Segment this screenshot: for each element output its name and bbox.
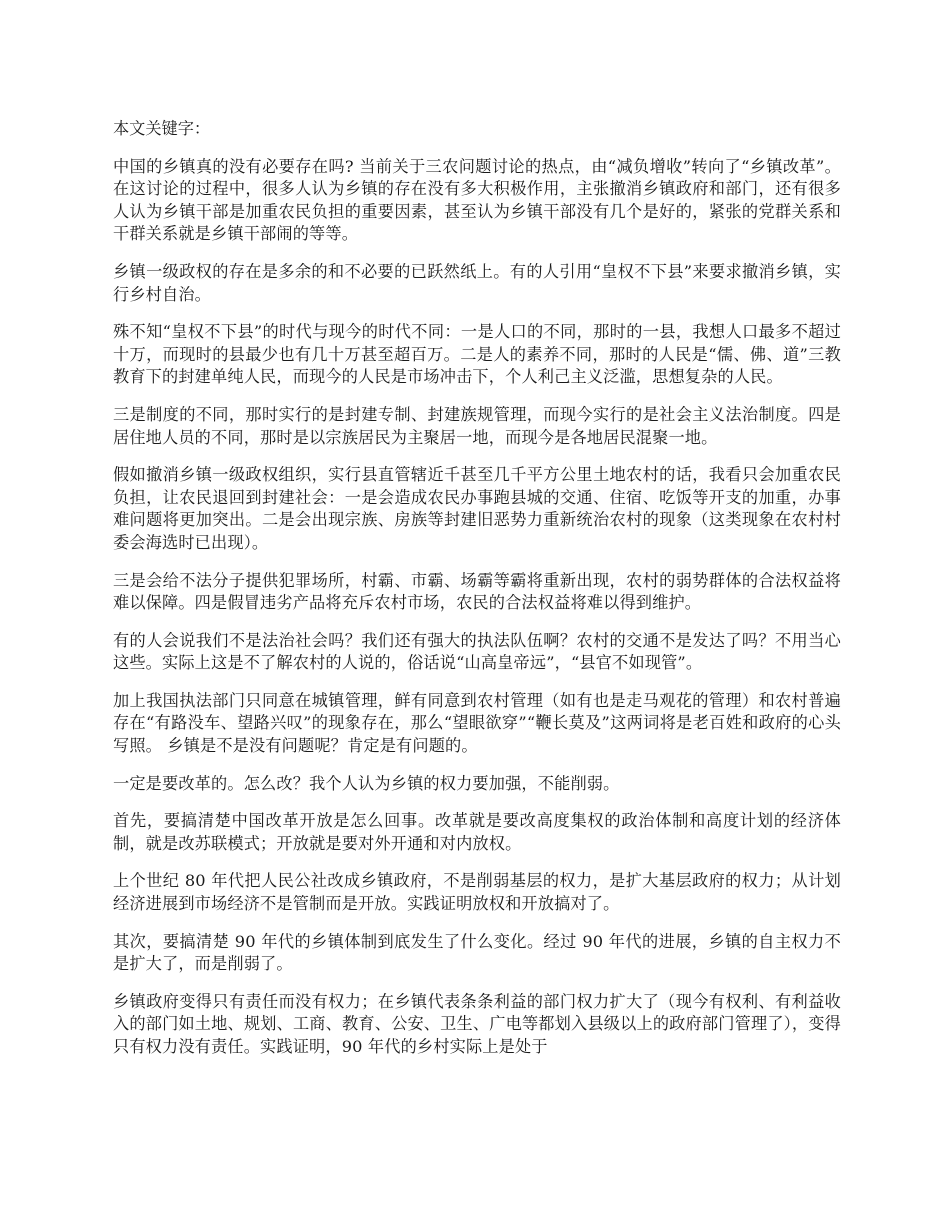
paragraph-11: 上个世纪 80 年代把人民公社改成乡镇政府，不是削弱基层的权力，是扩大基层政府的权力；从计划经济进展到市场经济不是管制而是开放。实践证明放权和开放搞对了。 bbox=[113, 871, 841, 914]
paragraph-6: 三是会给不法分子提供犯罪场所，村霸、市霸、场霸等霸将重新出现，农村的弱势群体的合法权益将难以保障。四是假冒违劣产品将充斥农村市场，农民的合法权益将难以得到维护。 bbox=[113, 570, 841, 613]
keywords-label: 本文关键字： bbox=[113, 119, 211, 138]
paragraph-13: 乡镇政府变得只有责任而没有权力；在乡镇代表条条利益的部门权力扩大了（现今有权利、有利益收入的部门如土地、规划、工商、教育、公安、卫生、广电等都划入县级以上的政府部门管理了），变得只有权力没有责任。实践证明，90 年代的乡村实际上是处于 bbox=[113, 991, 841, 1056]
paragraph-12: 其次，要搞清楚 90 年代的乡镇体制到底发生了什么变化。经过 90 年代的进展，乡镇的自主权力不是扩大了，而是削弱了。 bbox=[113, 931, 841, 974]
paragraph-8: 加上我国执法部门只同意在城镇管理，鲜有同意到农村管理（如有也是走马观花的管理）和农村普遍存在“有路没车、望路兴叹”的现象存在，那么“望眼欲穿”“鞭长莫及”这两词将是老百姓和政府的心头写照。 乡镇是不是没有问题呢？肯定是有问题的。 bbox=[113, 690, 841, 756]
paragraph-3: 殊不知“皇权不下县”的时代与现今的时代不同：一是人口的不同，那时的一县，我想人口最多不超过十万，而现时的县最少也有几十万甚至超百万。二是人的素养不同，那时的人民是“儒、佛、道”三教教育下的封建单纯人民，而现今的人民是市场冲击下，个人利己主义泛滥，思想复杂的人民。 bbox=[113, 322, 841, 387]
paragraph-2: 乡镇一级政权的存在是多余的和不必要的已跃然纸上。有的人引用“皇权不下县”来要求撤消乡镇，实行乡村自治。 bbox=[113, 261, 841, 304]
paragraph-5: 假如撤消乡镇一级政权组织，实行县直管辖近千甚至几千平方公里土地农村的话，我看只会加重农民负担，让农民退回到封建社会：一是会造成农民办事跑县城的交通、住宿、吃饭等开支的加重，办事难问题将更加突出。二是会出现宗族、房族等封建旧恶势力重新统治农村的现象（这类现象在农村村委会海选时已出现）。 bbox=[113, 465, 841, 552]
paragraph-7: 有的人会说我们不是法治社会吗？我们还有强大的执法队伍啊？农村的交通不是发达了吗？不用当心这些。实际上这是不了解农村的人说的，俗话说“山高皇帝远”，“县官不如现管”。 bbox=[113, 630, 841, 673]
document-body bbox=[113, 118, 841, 1074]
paragraph-4: 三是制度的不同，那时实行的是封建专制、封建族规管理，而现今实行的是社会主义法治制度。四是居住地人员的不同，那时是以宗族居民为主聚居一地，而现今是各地居民混聚一地。 bbox=[113, 404, 841, 447]
paragraph-1: 中国的乡镇真的没有必要存在吗? 当前关于三农问题讨论的热点，由“减负增收”转向了“乡镇改革”。在这讨论的过程中，很多人认为乡镇的存在没有多大积极作用，主张撤消乡镇政府和部门，还有很多人认为乡镇干部是加重农民负担的重要因素，甚至认为乡镇干部没有几个是好的，紧张的党群关系和干群关系就是乡镇干部闹的等等。 bbox=[113, 156, 841, 244]
paragraph-9: 一定是要改革的。怎么改？我个人认为乡镇的权力要加强，不能削弱。 bbox=[113, 773, 620, 793]
paragraph-10: 首先，要搞清楚中国改革开放是怎么回事。改革就是要改高度集权的政治体制和高度计划的经济体制，就是改苏联模式；开放就是要对外开通和对内放权。 bbox=[113, 811, 841, 853]
